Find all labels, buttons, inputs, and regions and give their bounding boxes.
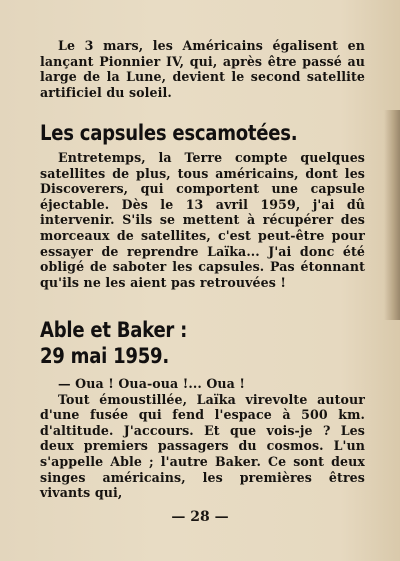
paragraph-pionnier [40, 38, 365, 100]
section-capsules [40, 120, 365, 146]
page-number: — 28 — [171, 509, 229, 525]
heading-able-baker-line1: Able et Baker : [40, 318, 188, 342]
heading-capsules: Les capsules escamotées. [40, 121, 298, 145]
paragraph-2: Entretemps, la Terre compte quelques satellites de plus, tous américains, dont les Discoverers, qui comportent une capsule éjectable. Dès le 13 avril 1959, j'ai dû intervenir. S'ils se mettent à récupérer des morceaux de satellites, c'est peut-être pour essayer de reprendre Laïka... J'ai donc été obligé de saboter les capsules. Pas étonnant qu'ils ne les aient pas retrouvées ! [40, 150, 365, 290]
dialogue-laika [40, 376, 365, 501]
paragraph-capsules [40, 150, 365, 290]
heading-able-baker-line2: 29 mai 1959. [40, 344, 169, 368]
paragraph-4: Tout émoustillée, Laïka virevolte autour d'une fusée qui fend l'espace à 500 km. d'altitude. J'accours. Et que vois-je ? Les deux premiers passagers du cosmos. L'un s'appelle Able ; l'autre Baker. Ce sont deux singes américains, les premières êtres vivants qui, [40, 391, 365, 501]
page-edge-shadow [384, 110, 400, 320]
paragraph-3: — Oua ! Oua-oua !... Oua ! [58, 376, 246, 391]
section-able-baker [40, 317, 365, 369]
paragraph-1: Le 3 mars, les Américains égalisent en lançant Pionnier IV, qui, après être passé au large de la Lune, devient le second satellite artificiel du soleil. [40, 38, 365, 100]
